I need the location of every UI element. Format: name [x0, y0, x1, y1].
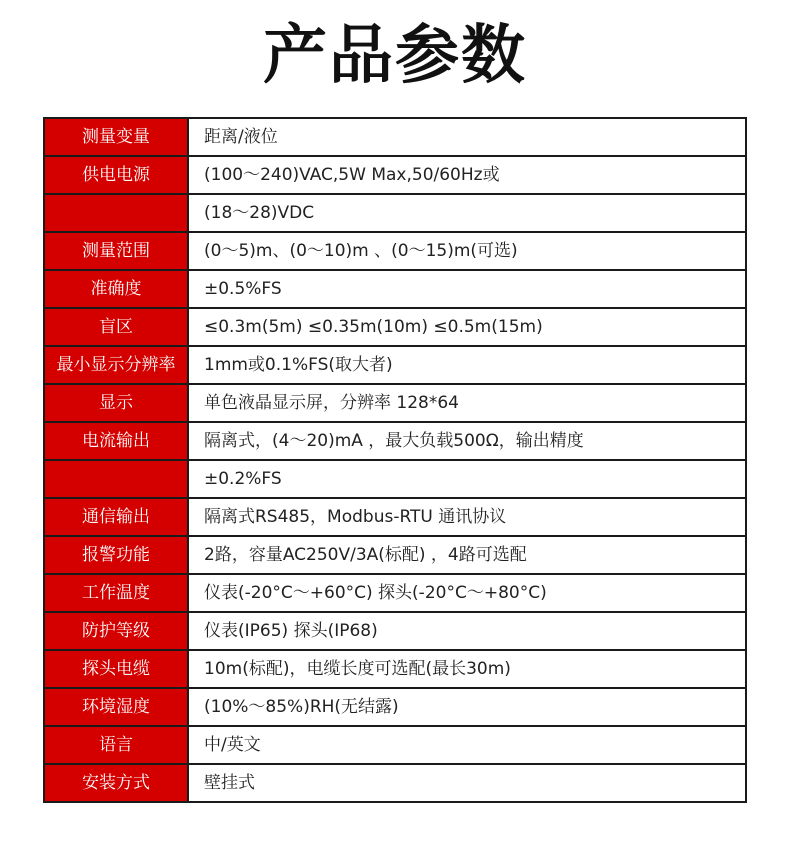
spec-value: (18～28)VDC: [188, 194, 746, 232]
spec-value: (10%～85%)RH(无结露): [188, 688, 746, 726]
spec-value: 隔离式，(4～20)mA ，最大负载500Ω，输出精度: [188, 422, 746, 460]
table-row: [44, 270, 746, 308]
spec-value: ±0.5%FS: [188, 270, 746, 308]
spec-value: 1mm或0.1%FS(取大者): [188, 346, 746, 384]
table-row: [44, 232, 746, 270]
spec-label: 显示: [44, 384, 188, 422]
spec-label: 工作温度: [44, 574, 188, 612]
spec-label: [44, 194, 188, 232]
spec-value: 10m(标配)，电缆长度可选配(最长30m): [188, 650, 746, 688]
table-row: [44, 536, 746, 574]
spec-value: ±0.2%FS: [188, 460, 746, 498]
spec-value: 隔离式RS485，Modbus-RTU 通讯协议: [188, 498, 746, 536]
spec-label: 通信输出: [44, 498, 188, 536]
spec-label: 报警功能: [44, 536, 188, 574]
spec-label: 语言: [44, 726, 188, 764]
spec-value: 距离/液位: [188, 118, 746, 156]
spec-label: 安装方式: [44, 764, 188, 802]
table-row: [44, 194, 746, 232]
spec-label: 环境湿度: [44, 688, 188, 726]
table-row: [44, 612, 746, 650]
spec-value: (100～240)VAC,5W Max,50/60Hz或: [188, 156, 746, 194]
table-row: [44, 688, 746, 726]
spec-value: 中/英文: [188, 726, 746, 764]
table-row: [44, 156, 746, 194]
spec-label: 盲区: [44, 308, 188, 346]
spec-label: 电流输出: [44, 422, 188, 460]
spec-value: 仪表(IP65) 探头(IP68): [188, 612, 746, 650]
table-row: [44, 574, 746, 612]
spec-label: 供电电源: [44, 156, 188, 194]
table-row: [44, 764, 746, 802]
table-row: [44, 308, 746, 346]
spec-value: 单色液晶显示屏，分辨率 128*64: [188, 384, 746, 422]
table-row: [44, 384, 746, 422]
spec-label: [44, 460, 188, 498]
table-row: [44, 460, 746, 498]
spec-label: 测量范围: [44, 232, 188, 270]
page-title: 产品参数: [263, 19, 527, 93]
spec-label: 最小显示分辨率: [44, 346, 188, 384]
table-row: [44, 726, 746, 764]
spec-value: 2路，容量AC250V/3A(标配) ，4路可选配: [188, 536, 746, 574]
table-row: [44, 422, 746, 460]
spec-label: 准确度: [44, 270, 188, 308]
spec-label: 探头电缆: [44, 650, 188, 688]
table-row: [44, 346, 746, 384]
spec-value: (0～5)m、(0～10)m 、(0～15)m(可选): [188, 232, 746, 270]
spec-label: 测量变量: [44, 118, 188, 156]
table-row: [44, 650, 746, 688]
spec-value: ≤0.3m(5m) ≤0.35m(10m) ≤0.5m(15m): [188, 308, 746, 346]
spec-table: [43, 117, 747, 803]
spec-value: 仪表(-20°C～+60°C) 探头(-20°C～+80°C): [188, 574, 746, 612]
table-row: [44, 118, 746, 156]
table-row: [44, 498, 746, 536]
spec-label: 防护等级: [44, 612, 188, 650]
spec-value: 壁挂式: [188, 764, 746, 802]
